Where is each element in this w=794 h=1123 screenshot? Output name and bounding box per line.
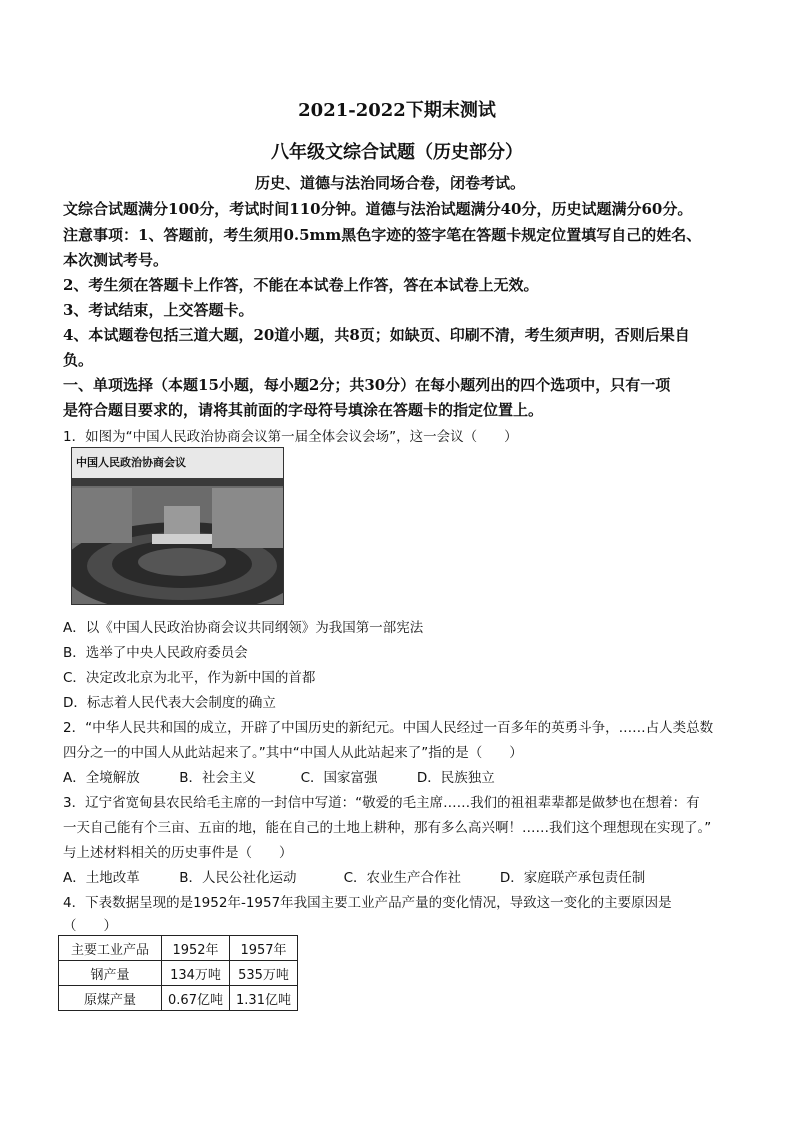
table-cell: 钢产量 — [59, 961, 162, 986]
table-row — [59, 961, 298, 986]
q3-option-a: A．土地改革 — [63, 870, 140, 886]
table-header-cell: 1952年 — [162, 936, 230, 961]
table-cell: 535万吨 — [230, 961, 298, 986]
question-3-stem-line3: 与上述材料相关的历史事件是（ ） — [63, 845, 293, 861]
table-cell: 1.31亿吨 — [230, 986, 298, 1011]
table-cell: 0.67亿吨 — [162, 986, 230, 1011]
q1-option-d: D．标志着人民代表大会制度的确立 — [63, 695, 276, 711]
conference-hall-image — [72, 448, 283, 604]
section-heading: 是符合题目要求的，请将其前面的字母符号填涂在答题卡的指定位置上。 — [63, 401, 544, 419]
conference-photo — [71, 447, 284, 605]
q2-options — [63, 766, 495, 786]
exam-subtitle: 八年级文综合试题（历史部分） — [271, 142, 523, 163]
notice-line: 本次测试考号。 — [63, 251, 169, 269]
score-time-note: 文综合试题满分100分，考试时间110分钟。道德与法治试题满分40分，历史试题满分60分。 — [63, 200, 693, 218]
table-header-cell: 主要工业产品 — [59, 936, 162, 961]
table-row — [59, 986, 298, 1011]
notice-line: 注意事项：1、答题前，考生须用0.5mm黑色字迹的签字笔在答题卡规定位置填写自己的姓名、 — [63, 226, 702, 244]
table-cell: 原煤产量 — [59, 986, 162, 1011]
notice-line: 3、考试结束，上交答题卡。 — [63, 301, 254, 319]
notice-line: 4、本试题卷包括三道大题，20道小题，共8页；如缺页、印刷不清，考生须声明，否则后果自 — [63, 326, 690, 344]
question-1-stem: 1．如图为“中国人民政治协商会议第一届全体会议会场”，这一会议（ ） — [63, 429, 518, 445]
question-2-stem-line1: 2．“中华人民共和国的成立，开辟了中国历史的新纪元。中国人民经过一百多年的英勇斗争，……占人类总数 — [63, 720, 714, 736]
notice-line: 2、考生须在答题卡上作答，不能在本试卷上作答，答在本试卷上无效。 — [63, 276, 539, 294]
q3-option-c: C．农业生产合作社 — [343, 870, 462, 886]
q3-option-b: B．人民公社化运动 — [179, 870, 297, 886]
q1-option-b: B．选举了中央人民政府委员会 — [63, 645, 248, 661]
notice-line: 负。 — [63, 351, 94, 369]
q1-option-c: C．决定改北京为北平，作为新中国的首都 — [63, 670, 316, 686]
q3-option-d: D．家庭联产承包责任制 — [499, 870, 646, 886]
photo-banner-text: 中国人民政治协商会议 — [76, 456, 186, 469]
industrial-output-table — [58, 935, 298, 1011]
q2-option-d: D．民族独立 — [416, 770, 495, 786]
table-cell: 134万吨 — [162, 961, 230, 986]
table-header-cell: 1957年 — [230, 936, 298, 961]
section-heading: 一、单项选择（本题15小题，每小题2分；共30分）在每小题列出的四个选项中，只有一项 — [63, 376, 671, 394]
question-4-stem-line2: （ ） — [63, 918, 117, 934]
exam-format-note: 历史、道德与法治同场合卷，闭卷考试。 — [255, 174, 526, 192]
question-2-stem-line2: 四分之一的中国人从此站起来了。”其中“中国人从此站起来了”指的是（ ） — [63, 745, 523, 761]
q1-option-a: A．以《中国人民政治协商会议共同纲领》为我国第一部宪法 — [63, 620, 424, 636]
question-3-stem-line2: 一天自己能有个三亩、五亩的地，能在自己的土地上耕种，那有多么高兴啊！……我们这个理想现在实现了。” — [63, 820, 712, 836]
q2-option-b: B．社会主义 — [179, 770, 257, 786]
question-4-stem-line1: 4．下表数据呈现的是1952年-1957年我国主要工业产品产量的变化情况，导致这一变化的主要原因是 — [63, 895, 672, 911]
exam-title: 2021-2022下期末测试 — [298, 100, 496, 121]
table-header-row — [59, 936, 298, 961]
q2-option-c: C．国家富强 — [300, 770, 378, 786]
question-3-stem-line1: 3．辽宁省宽甸县农民给毛主席的一封信中写道：“敬爱的毛主席……我们的祖祖辈辈都是做梦也在想着：有 — [63, 795, 700, 811]
q2-option-a: A．全境解放 — [63, 770, 140, 786]
q3-options — [63, 866, 645, 886]
